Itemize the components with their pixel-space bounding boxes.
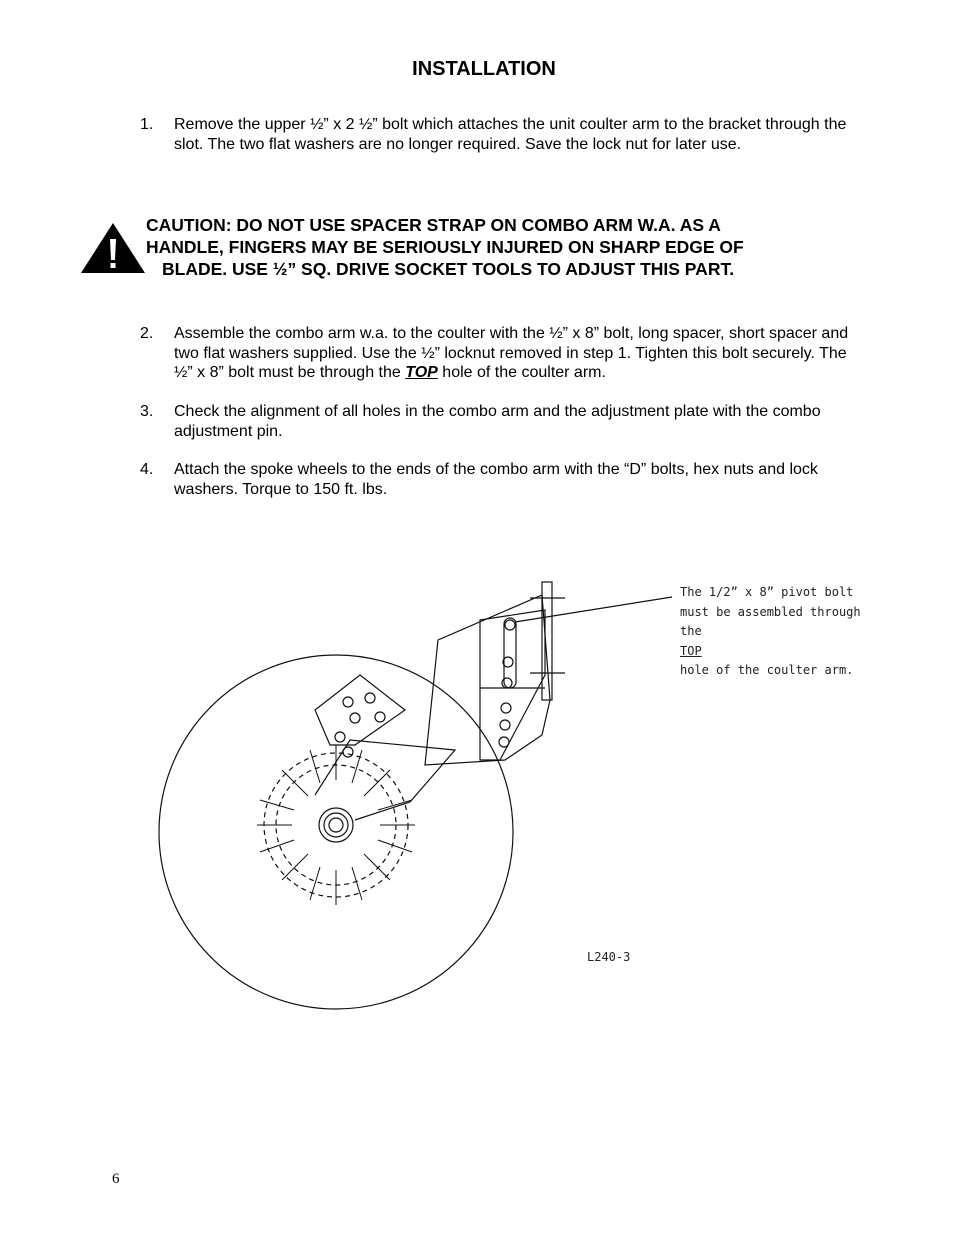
step-text: Check the alignment of all holes in the combo arm and the adjustment plate with the combo adjustment pin.	[174, 403, 821, 440]
adjustment-plate	[315, 675, 405, 745]
spoke-wheel-inner	[276, 765, 396, 885]
callout-text: the	[680, 624, 702, 638]
bolt-hole	[335, 732, 345, 742]
bolt-hole	[350, 713, 360, 723]
step-2	[140, 324, 860, 383]
bolt-hole	[343, 697, 353, 707]
callout-line-2: must be assembled through	[680, 604, 861, 619]
step-text: Remove the upper ½” x 2 ½” bolt which attaches the unit coulter arm to the bracket through the slot. The two flat washers are no longer required. Save the lock nut for later use.	[174, 116, 847, 153]
callout-line-3	[680, 622, 861, 681]
caution-line-3: BLADE. USE ½” SQ. DRIVE SOCKET TOOLS TO ADJUST THIS PART.	[162, 259, 735, 279]
step-number: 3.	[140, 403, 154, 420]
step-text-part: hole of the coulter arm.	[437, 364, 606, 381]
bolt-hole	[365, 693, 375, 703]
callout-leader	[515, 597, 672, 622]
page-title: INSTALLATION	[412, 58, 556, 80]
step-text-part: Assemble the combo arm w.a. to the coulter with the ½” x 8” bolt, long spacer, short spacer and two flat washers supplied. Use the ½” locknut removed in step 1. Tighten this bolt securely. The ½” x 8” bolt must be through the	[174, 325, 849, 381]
caution-line-1: CAUTION: DO NOT USE SPACER STRAP ON COMBO ARM W.A. AS A	[146, 215, 721, 235]
bolt-hole	[343, 747, 353, 757]
top-emphasis: TOP	[405, 364, 438, 381]
callout-top: TOP	[680, 643, 702, 658]
step-number: 2.	[140, 325, 154, 342]
pivot-bolt-callout	[680, 583, 861, 681]
hub-ring	[324, 813, 348, 837]
step-text: Attach the spoke wheels to the ends of the combo arm with the “D” bolts, hex nuts and lock washers. Torque to 150 ft. lbs.	[174, 461, 818, 498]
figure-id: L240-3	[587, 950, 631, 964]
hub-center	[329, 818, 343, 832]
callout-line-1: The 1/2” x 8” pivot bolt	[680, 585, 854, 599]
callout-text: hole of the coulter arm.	[680, 663, 854, 677]
warning-triangle-icon	[80, 222, 146, 279]
page-number: 6	[112, 1171, 120, 1187]
bolt-hole	[501, 703, 511, 713]
step-number: 4.	[140, 461, 154, 478]
step-number: 1.	[140, 116, 154, 133]
spokes	[257, 745, 415, 905]
bracket	[542, 582, 552, 700]
caution-line-2: HANDLE, FINGERS MAY BE SERIOUSLY INJURED ON SHARP EDGE OF	[146, 237, 744, 257]
arm-plate	[480, 610, 545, 760]
step-text	[174, 324, 860, 383]
bolt-hole	[500, 720, 510, 730]
caution-notice	[146, 214, 826, 280]
step-3	[140, 402, 860, 441]
step-4	[140, 460, 860, 499]
step-1	[140, 115, 860, 154]
top-hole	[505, 620, 515, 630]
bolt-hole	[375, 712, 385, 722]
bolt-hole	[499, 737, 509, 747]
